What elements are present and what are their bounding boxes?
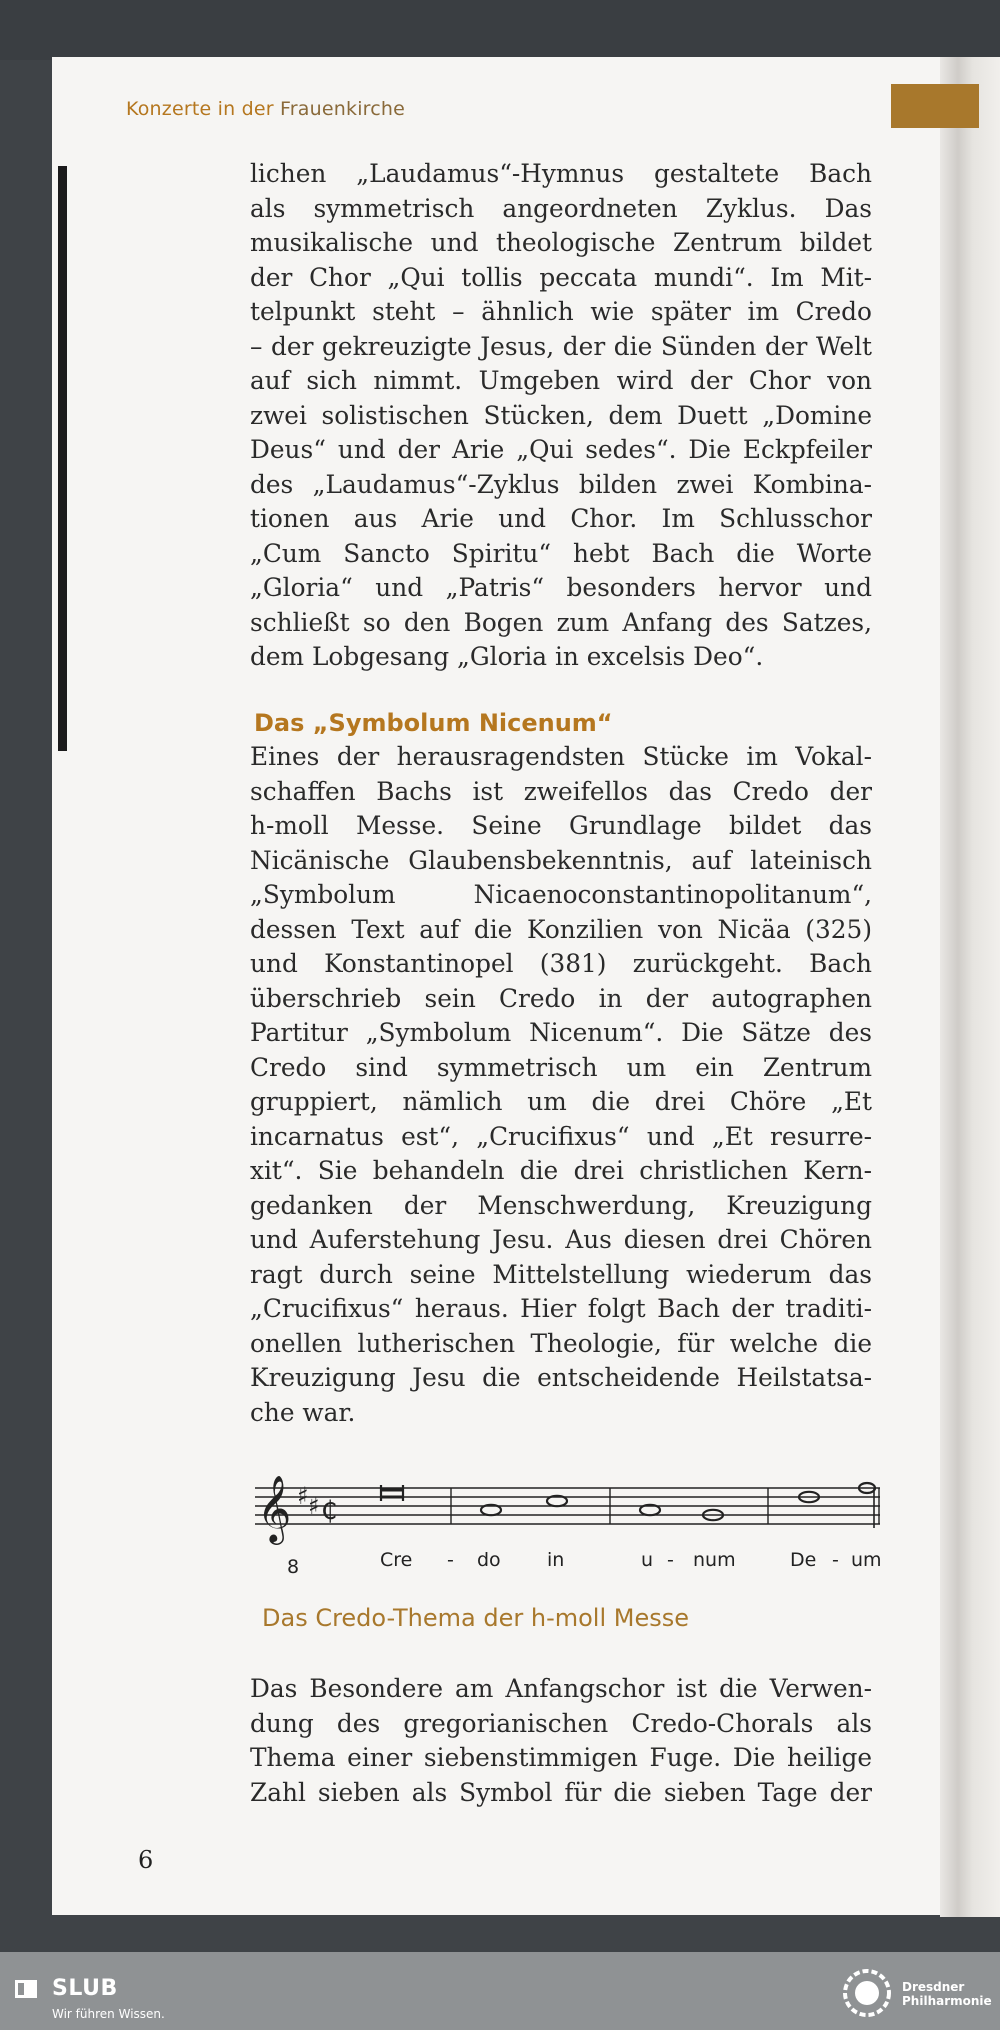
header-accent: Konzerte in der xyxy=(126,98,274,120)
text-line: incarnatus est“, „Crucifixus“ und „Et resurre- xyxy=(250,1121,872,1151)
lyric-syllable: do xyxy=(477,1549,501,1571)
partner-name xyxy=(902,1980,992,2008)
scan-background xyxy=(0,0,1000,60)
text-line: ragt durch seine Mittelstellung wiederum das xyxy=(250,1259,872,1289)
text-line: dem Lobgesang „Gloria in excelsis Deo“. xyxy=(250,642,764,671)
text-line: Thema einer siebenstimmigen Fuge. Die heilige xyxy=(250,1743,872,1772)
text-line: – der gekreuzigte Jesus, der die Sünden der Welt xyxy=(250,331,872,361)
lyric-hyphen: - xyxy=(447,1549,454,1571)
page-number: 6 xyxy=(138,1846,154,1874)
text-line: als symmetrisch angeordneten Zyklus. Das xyxy=(250,193,872,223)
header-color-block xyxy=(891,84,979,128)
text-line: Credo sind symmetrisch um ein Zentrum xyxy=(250,1052,872,1082)
text-line: Nicänische Glaubensbekenntnis, auf lateinisch xyxy=(250,845,872,875)
partner-line-2: Philharmonie xyxy=(902,1994,992,2008)
lyric-syllable: u xyxy=(641,1549,654,1571)
cut-time-icon: ₵ xyxy=(321,1496,338,1526)
paragraph-symbolum xyxy=(250,740,872,1430)
text-line: des „Laudamus“-Zyklus bilden zwei Kombina- xyxy=(250,469,872,499)
text-line: und Auferstehung Jesu. Aus diesen drei Chören xyxy=(250,1225,872,1254)
text-line: „Cum Sancto Spiritu“ hebt Bach die Worte xyxy=(250,538,872,568)
sharp-icon: ♯ xyxy=(308,1492,320,1520)
sharp-icon: ♯ xyxy=(297,1482,309,1510)
text-line: Das Besondere am Anfangschor ist die Verwen- xyxy=(250,1674,872,1703)
philharmonie-logo-icon xyxy=(842,1968,892,2018)
text-line: der Chor „Qui tollis peccata mundi“. Im Mit- xyxy=(250,262,872,292)
text-line: Deus“ und der Arie „Qui sedes“. Die Eckpfeiler xyxy=(250,435,872,464)
running-header xyxy=(126,98,405,120)
text-line: auf sich nimmt. Umgeben wird der Chor von xyxy=(250,366,872,395)
text-line: Partitur „Symbolum Nicenum“. Die Sätze des xyxy=(250,1018,872,1047)
header-rest: Frauenkirche xyxy=(280,98,406,120)
partner-line-1: Dresdner xyxy=(902,1980,965,1994)
text-line: Zahl sieben als Symbol für die sieben Tage der xyxy=(250,1777,872,1807)
text-line: h-moll Messe. Seine Grundlage bildet das xyxy=(250,811,872,840)
lyric-syllable: Cre xyxy=(380,1549,413,1571)
lyric-syllable: De xyxy=(790,1549,817,1571)
clef-octave-marker: 8 xyxy=(287,1556,300,1578)
text-line: „Symbolum Nicaenoconstantinopolitanum“, xyxy=(250,880,872,909)
lyric-syllable: in xyxy=(547,1549,565,1571)
text-line: dessen Text auf die Konzilien von Nicäa (325) xyxy=(250,914,872,944)
text-line: schließt so den Bogen zum Anfang des Satzes, xyxy=(250,607,872,637)
text-line: schaffen Bachs ist zweifellos das Credo der xyxy=(250,776,872,806)
book-icon xyxy=(14,1978,38,2000)
text-line: gruppiert, nämlich um die drei Chöre „Et xyxy=(250,1087,872,1116)
lyric-hyphen: - xyxy=(832,1549,839,1571)
text-line: „Gloria“ und „Patris“ besonders hervor und xyxy=(250,573,872,602)
paragraph-anfangschor xyxy=(250,1672,872,1810)
text-line: Kreuzigung Jesu die entscheidende Heilstatsa- xyxy=(250,1363,872,1392)
section-heading: Das „Symbolum Nicenum“ xyxy=(254,709,613,737)
lyric-syllable: um xyxy=(851,1549,882,1571)
text-line: „Crucifixus“ heraus. Hier folgt Bach der traditi- xyxy=(250,1294,872,1323)
lyric-syllable: num xyxy=(693,1549,736,1571)
text-line: und Konstantinopel (381) zurückgeht. Bach xyxy=(250,949,872,978)
library-tagline: Wir führen Wissen. xyxy=(52,2007,165,2021)
text-line: gedanken der Menschwerdung, Kreuzigung xyxy=(250,1190,872,1220)
left-margin-bar xyxy=(58,166,67,751)
paragraph-gloria xyxy=(250,157,872,675)
text-line: Eines der herausragendsten Stücke im Vokal- xyxy=(250,742,872,771)
text-line: onellen lutherischen Theologie, für welche die xyxy=(250,1328,872,1358)
credo-theme-notation xyxy=(255,1470,885,1580)
text-line: musikalische und theologische Zentrum bildet xyxy=(250,228,872,257)
text-line: telpunkt steht – ähnlich wie später im Credo xyxy=(250,297,872,326)
text-line: xit“. Sie behandeln die drei christlichen Kern- xyxy=(250,1156,872,1185)
figure-caption: Das Credo-Thema der h-moll Messe xyxy=(262,1604,689,1632)
text-line: che war. xyxy=(250,1397,356,1427)
library-name: SLUB xyxy=(52,1976,118,2001)
lyric-hyphen: - xyxy=(667,1549,674,1571)
text-line: tionen aus Arie und Chor. Im Schlusschor xyxy=(250,504,872,533)
treble-clef-icon: 𝄞 xyxy=(257,1474,292,1542)
page-edge xyxy=(940,57,1000,1917)
text-line: zwei solistischen Stücken, dem Duett „Domine xyxy=(250,400,872,430)
text-line: überschrieb sein Credo in der autographen xyxy=(250,983,872,1013)
text-line: dung des gregorianischen Credo-Chorals als xyxy=(250,1708,872,1738)
text-line: lichen „Laudamus“-Hymnus gestaltete Bach xyxy=(250,159,872,188)
